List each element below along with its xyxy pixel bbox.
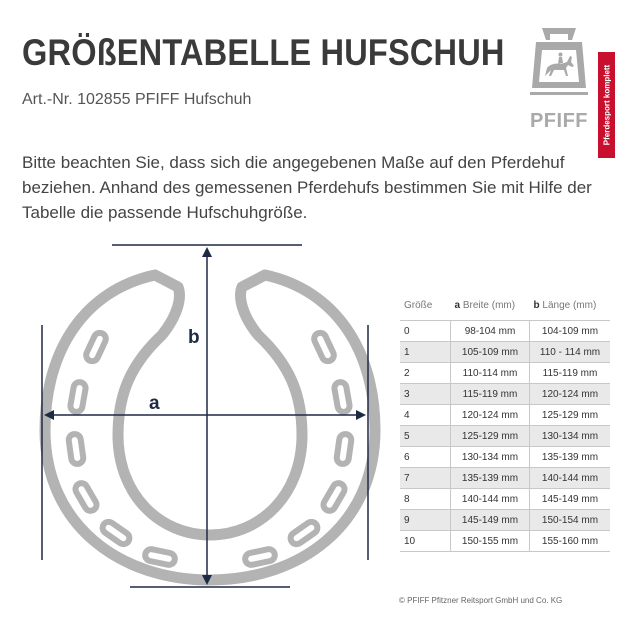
brand-logo <box>520 26 615 146</box>
intro-text: Bitte beachten Sie, dass sich die angegebenen Maße auf den Pferdehuf beziehen. Anhand des gemessenen Pferdehufs bestimmen Sie mit Hilfe der Tabelle die passende Hufschuhgröße. <box>22 153 592 222</box>
length-cell: 120-124 mm <box>530 384 611 405</box>
table-row <box>400 384 610 405</box>
width-cell: 115-119 mm <box>451 384 530 405</box>
size-cell: 1 <box>400 342 451 363</box>
length-cell: 140-144 mm <box>530 468 611 489</box>
size-table <box>400 290 610 552</box>
width-label: a <box>149 393 160 414</box>
brand-wordmark: PFIFF <box>529 110 589 132</box>
width-cell: 98-104 mm <box>451 321 530 342</box>
width-cell: 120-124 mm <box>451 405 530 426</box>
length-label: b <box>188 327 200 348</box>
saddle-rider-icon <box>520 26 598 110</box>
size-cell: 6 <box>400 447 451 468</box>
table-row <box>400 342 610 363</box>
table-header-row <box>400 290 610 321</box>
width-cell: 145-149 mm <box>451 510 530 531</box>
brand-tagline-band <box>598 52 615 158</box>
size-cell: 10 <box>400 531 451 552</box>
article-number: Art.-Nr. 102855 PFIFF Hufschuh <box>22 91 252 108</box>
width-column-header <box>451 290 530 321</box>
length-cell: 115-119 mm <box>530 363 611 384</box>
width-cell: 105-109 mm <box>451 342 530 363</box>
length-cell: 130-134 mm <box>530 426 611 447</box>
table-row <box>400 531 610 552</box>
size-cell: 7 <box>400 468 451 489</box>
table-row <box>400 510 610 531</box>
brand-tagline: Pferdesport komplett <box>602 64 611 146</box>
size-cell: 3 <box>400 384 451 405</box>
width-key: a <box>454 299 461 311</box>
table-row <box>400 405 610 426</box>
horseshoe-icon <box>45 275 375 580</box>
size-cell: 4 <box>400 405 451 426</box>
length-cell: 125-129 mm <box>530 405 611 426</box>
size-cell: 8 <box>400 489 451 510</box>
length-key: b <box>533 299 540 311</box>
width-cell: 135-139 mm <box>451 468 530 489</box>
length-column-header <box>530 290 611 321</box>
width-cell: 150-155 mm <box>451 531 530 552</box>
size-cell: 9 <box>400 510 451 531</box>
page-title: GRÖßENTABELLE HUFSCHUH <box>22 32 505 73</box>
length-cell: 110 - 114 mm <box>530 342 611 363</box>
length-cell: 155-160 mm <box>530 531 611 552</box>
size-column-header: Größe <box>400 290 451 321</box>
table-row <box>400 468 610 489</box>
copyright-notice: © PFIFF Pfitzner Reitsport GmbH und Co. KG <box>399 596 563 605</box>
size-table-body <box>400 321 610 552</box>
width-cell: 130-134 mm <box>451 447 530 468</box>
width-cell: 140-144 mm <box>451 489 530 510</box>
hoof-diagram <box>30 235 390 595</box>
table-row <box>400 321 610 342</box>
size-cell: 5 <box>400 426 451 447</box>
table-row <box>400 489 610 510</box>
width-header-text: Breite (mm) <box>462 299 516 311</box>
length-header-text: Länge (mm) <box>542 299 597 311</box>
size-cell: 0 <box>400 321 451 342</box>
width-cell: 125-129 mm <box>451 426 530 447</box>
table-row <box>400 447 610 468</box>
length-cell: 135-139 mm <box>530 447 611 468</box>
length-cell: 150-154 mm <box>530 510 611 531</box>
table-row <box>400 363 610 384</box>
size-cell: 2 <box>400 363 451 384</box>
length-cell: 145-149 mm <box>530 489 611 510</box>
table-row <box>400 426 610 447</box>
width-cell: 110-114 mm <box>451 363 530 384</box>
length-cell: 104-109 mm <box>530 321 611 342</box>
